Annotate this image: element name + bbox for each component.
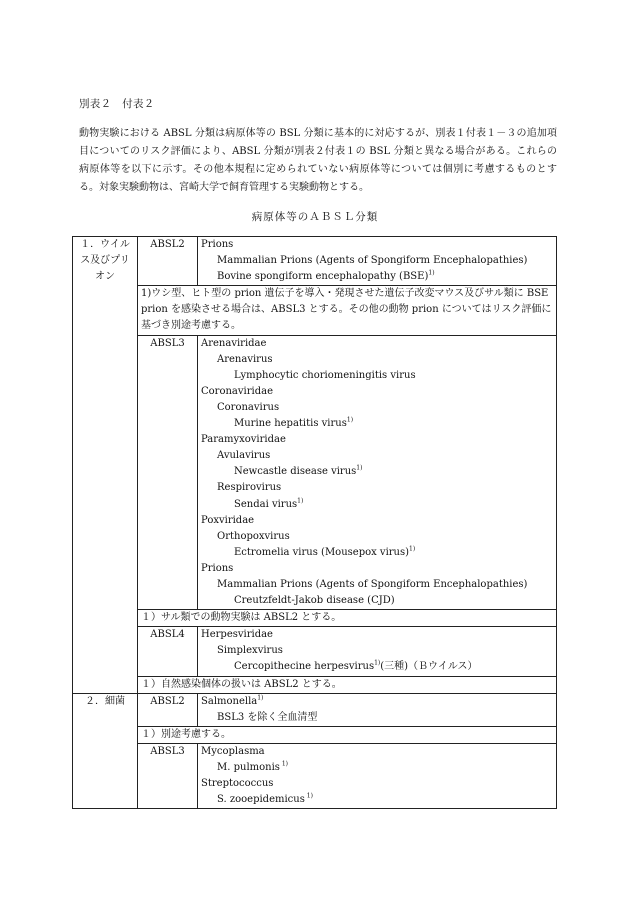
appendix-heading: 別表２ 付表２ bbox=[79, 98, 155, 110]
agent-entry bbox=[201, 593, 553, 609]
agent-entry bbox=[201, 577, 553, 593]
absl-classification-table bbox=[72, 236, 557, 809]
agent-entry bbox=[201, 336, 553, 352]
intro-paragraph bbox=[79, 125, 557, 197]
agents-cell bbox=[198, 743, 557, 808]
note-row bbox=[73, 610, 557, 627]
agent-entry bbox=[201, 253, 553, 269]
agents-cell bbox=[198, 335, 557, 610]
agent-name: Sendai virus bbox=[234, 498, 298, 510]
agent-entry bbox=[201, 384, 553, 400]
table-caption: 病原体等のＡＢＳＬ分類 bbox=[251, 211, 379, 223]
footnote-marker: 1) bbox=[409, 545, 416, 553]
agent-name: Paramyxoviridae bbox=[201, 434, 286, 446]
footnote-cell: １）サル類での動物実験は ABSL2 とする。 bbox=[138, 610, 557, 627]
intro-text: 動物実験における ABSL 分類は病原体等の BSL 分類に基本的に対応するが、別表１付表１－３の追加項目についてのリスク評価により、ABSL 分類が別表２付表１の BSL 分類と異なる場合がある。これらの病原体等を以下に示す。その他本規程に定められていない病原体等については個別に考慮するものとする。対象実験動物は、宮崎大学で飼育管理する実験動物とする。 bbox=[79, 128, 557, 193]
table-body bbox=[73, 237, 557, 809]
agent-name: M. pulmonis bbox=[217, 762, 280, 773]
agent-entry bbox=[201, 545, 553, 561]
category-cell: １．ウイルス及びプリオン bbox=[73, 237, 138, 694]
footnote-cell: １）自然感染個体の扱いは ABSL2 とする。 bbox=[138, 676, 557, 693]
agent-name: Prions bbox=[201, 239, 234, 250]
agent-entry bbox=[201, 744, 553, 760]
agents-cell bbox=[198, 237, 557, 286]
absl-level-cell: ABSL3 bbox=[138, 335, 198, 610]
agent-entry bbox=[201, 237, 553, 253]
agent-entry bbox=[201, 368, 553, 384]
absl-level-cell: ABSL2 bbox=[138, 693, 198, 726]
agent-name: Newcastle disease virus bbox=[234, 466, 357, 478]
agent-name: Avulavirus bbox=[217, 450, 271, 462]
footnote-marker: 1) bbox=[374, 660, 381, 668]
agent-name: Lymphocytic choriomeningitis virus bbox=[234, 369, 416, 381]
note-row bbox=[73, 286, 557, 335]
agent-entry bbox=[201, 352, 553, 368]
table-row bbox=[73, 627, 557, 676]
footnote-marker: 1) bbox=[356, 464, 363, 472]
agent-name: Cercopithecine herpesvirus bbox=[234, 661, 375, 673]
table-row bbox=[73, 693, 557, 726]
agent-name: Coronavirus bbox=[217, 401, 280, 413]
absl-level-cell: ABSL2 bbox=[138, 237, 198, 286]
agent-entry bbox=[201, 464, 553, 480]
category-cell: ２．細菌 bbox=[73, 693, 138, 809]
agent-entry bbox=[201, 792, 553, 808]
agent-suffix: (三種)（Ｂウイルス） bbox=[380, 661, 478, 673]
agent-entry bbox=[201, 400, 553, 416]
agent-name: Herpesviridae bbox=[201, 629, 273, 641]
agent-name: Poxviridae bbox=[201, 514, 255, 526]
footnote-marker: 1) bbox=[297, 497, 304, 505]
agent-entry bbox=[201, 659, 553, 675]
table-row bbox=[73, 237, 557, 286]
agent-name: Arenavirus bbox=[217, 353, 273, 365]
agent-entry bbox=[201, 269, 553, 285]
agent-entry bbox=[201, 561, 553, 577]
agent-entry bbox=[201, 513, 553, 529]
agent-name: Mammalian Prions (Agents of Spongiform Encephalopathies) bbox=[217, 578, 528, 590]
footnote-marker: 1) bbox=[304, 792, 313, 800]
agent-entry bbox=[201, 432, 553, 448]
agent-name: Salmonella bbox=[201, 695, 258, 707]
agent-entry bbox=[201, 416, 553, 432]
agent-name: Mammalian Prions (Agents of Spongiform Encephalopathies) bbox=[217, 255, 528, 267]
agent-name: Streptococcus bbox=[201, 778, 274, 790]
agent-name: Mycoplasma bbox=[201, 745, 265, 757]
agent-name: Arenaviridae bbox=[201, 337, 267, 349]
agent-name: Murine hepatitis virus bbox=[234, 418, 347, 430]
agent-name: Ectromelia virus (Mousepox virus) bbox=[234, 546, 410, 558]
agents-cell bbox=[198, 693, 557, 726]
agent-name: Orthopoxvirus bbox=[217, 530, 290, 542]
agents-cell bbox=[198, 627, 557, 676]
footnote-marker: 1) bbox=[279, 760, 288, 768]
table-row bbox=[73, 743, 557, 808]
agent-entry bbox=[201, 529, 553, 545]
agent-entry bbox=[201, 776, 553, 792]
agent-entry bbox=[201, 627, 553, 643]
agent-name: Creutzfeldt-Jakob disease (CJD) bbox=[234, 595, 395, 607]
agent-entry bbox=[201, 497, 553, 513]
absl-level-cell: ABSL4 bbox=[138, 627, 198, 676]
note-row bbox=[73, 726, 557, 743]
agent-entry bbox=[201, 480, 553, 496]
agent-entry bbox=[201, 760, 553, 776]
agent-name: Simplexvirus bbox=[217, 645, 283, 657]
footnote-marker: 1) bbox=[346, 416, 354, 424]
agent-name: Bovine spongiform encephalopathy (BSE) bbox=[217, 271, 429, 283]
agent-name: Prions bbox=[201, 562, 234, 574]
agent-name: BSL3 を除く全血清型 bbox=[217, 711, 318, 723]
agent-entry bbox=[201, 694, 553, 710]
agent-entry bbox=[201, 643, 553, 659]
note-row bbox=[73, 676, 557, 693]
agent-name: Coronaviridae bbox=[201, 385, 273, 397]
agent-entry bbox=[201, 448, 553, 464]
footnote-cell: 1)ウシ型、ヒト型の prion 遺伝子を導入・発現させた遺伝子改変マウス及びサル類に BSE prion を感染させる場合は、ABSL3 とする。その他の動物 prion についてはリスク評価に基づき別途考慮する。 bbox=[138, 286, 557, 335]
agent-name: Respirovirus bbox=[217, 482, 282, 494]
agent-entry bbox=[201, 710, 553, 726]
agent-name: S. zooepidemicus bbox=[217, 794, 305, 806]
footnote-marker: 1) bbox=[428, 269, 435, 277]
footnote-marker: 1) bbox=[257, 694, 264, 702]
absl-level-cell: ABSL3 bbox=[138, 743, 198, 808]
table-row bbox=[73, 335, 557, 610]
footnote-cell: １）別途考慮する。 bbox=[138, 726, 557, 743]
